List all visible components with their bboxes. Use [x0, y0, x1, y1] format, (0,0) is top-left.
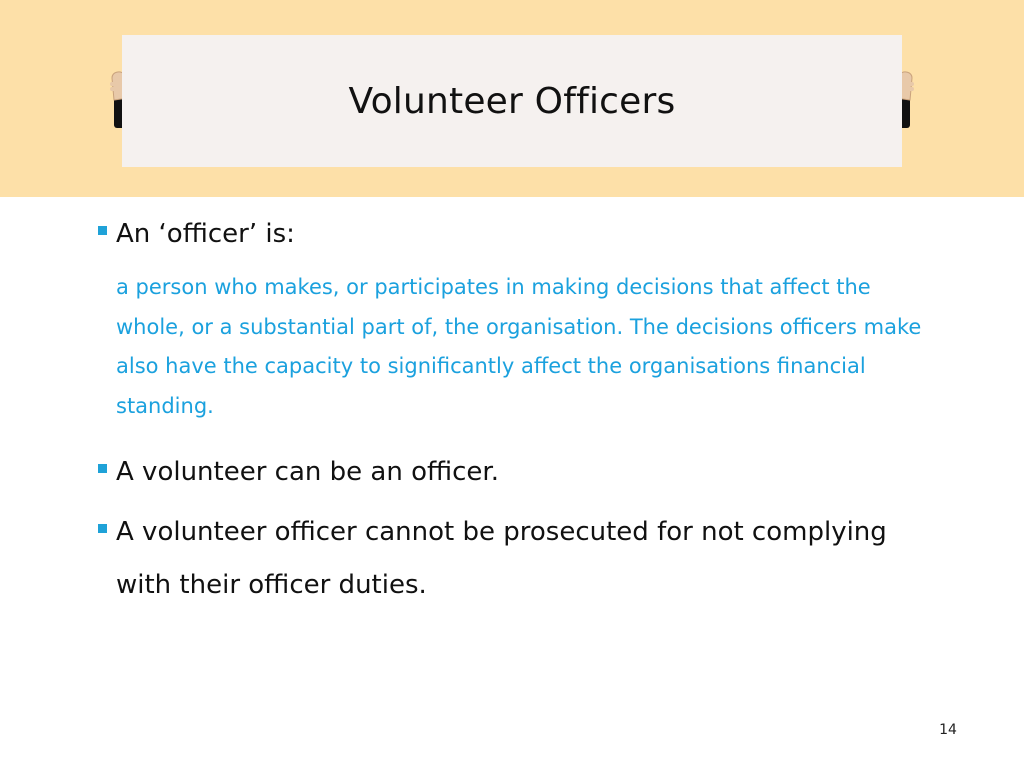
slide-content — [96, 210, 956, 612]
bullet-text: An ‘officer’ is: — [116, 219, 295, 249]
bullet-item — [96, 210, 956, 258]
officer-definition: a person who makes, or participates in making decisions that affect the whole, or a substantial part of, the organisation. The decisions officers make also have the capacity to significantly affect the organisations financial standing. — [116, 275, 922, 418]
bullet-text: A volunteer can be an officer. — [116, 457, 499, 487]
page-number: 14 — [939, 722, 957, 738]
bullet-item — [96, 448, 956, 496]
bullet-item — [96, 506, 896, 612]
square-bullet-icon — [98, 464, 107, 473]
bullet-text: A volunteer officer cannot be prosecuted for not complying with their officer duties. — [116, 517, 887, 600]
square-bullet-icon — [98, 524, 107, 533]
square-bullet-icon — [98, 226, 107, 235]
slide-title: Volunteer Officers — [348, 80, 676, 122]
title-board — [122, 35, 902, 167]
